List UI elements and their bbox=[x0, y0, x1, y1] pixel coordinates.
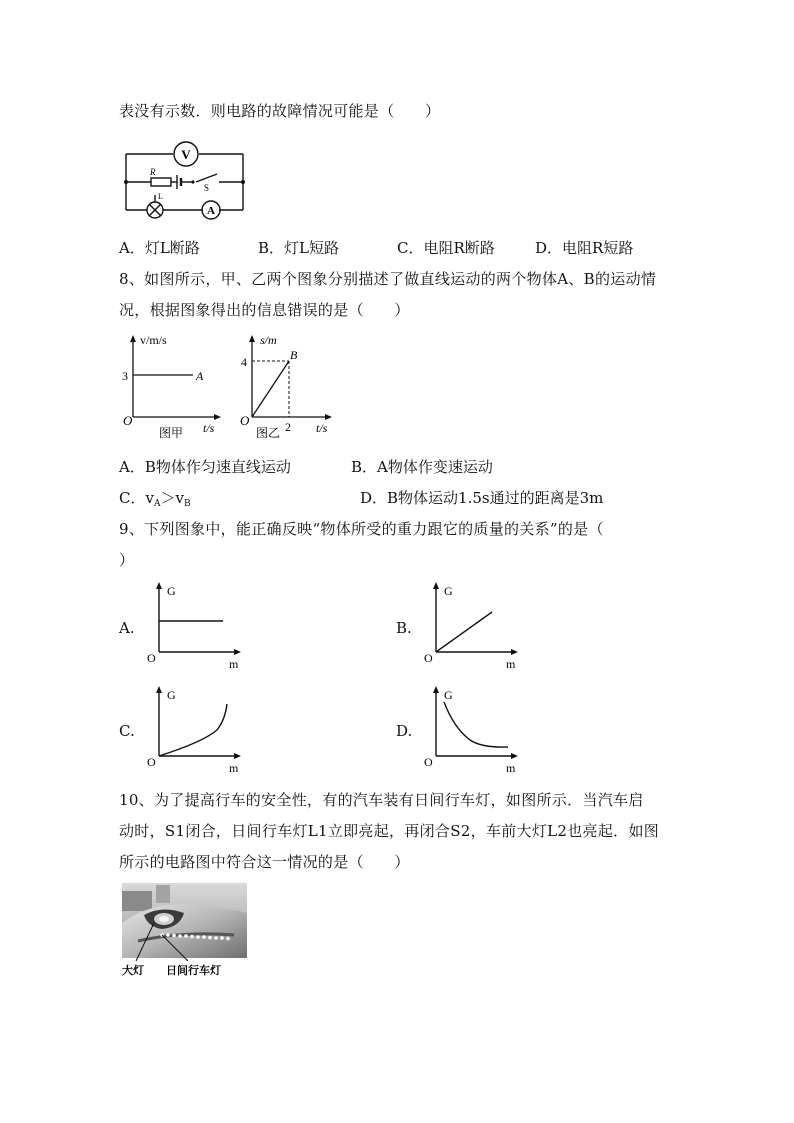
q8-text-line2: 况，根据图象得出的信息错误的是（ ） bbox=[119, 301, 410, 319]
jia-xlabel: t/s bbox=[203, 421, 215, 435]
q9d-xlabel: m bbox=[506, 761, 516, 775]
q9-text-line1: 9、下列图象中，能正确反映“物体所受的重力跟它的质量的关系”的是（ bbox=[119, 520, 604, 538]
q7-option-b: B．灯L短路 bbox=[258, 239, 339, 257]
q9-label-c: C. bbox=[119, 722, 135, 740]
photo-label-headlight: 大灯 bbox=[122, 965, 144, 977]
jia-caption: 图甲 bbox=[159, 426, 184, 440]
resistor-label: R bbox=[150, 167, 156, 177]
q9-label-b: B. bbox=[396, 619, 412, 637]
q7-circuit-diagram bbox=[121, 143, 251, 218]
yi-origin: O bbox=[240, 413, 250, 428]
yi-value: 4 bbox=[241, 355, 247, 369]
q8-option-a: A．B物体作匀速直线运动 bbox=[119, 458, 291, 476]
q10-text-line2: 动时，S1闭合，日间行车灯L1立即亮起，再闭合S2，车前大灯L2也亮起．如图 bbox=[119, 822, 660, 840]
q9a-ylabel: G bbox=[167, 584, 176, 598]
q8-option-d: D．B物体运动1.5s通过的距离是3m bbox=[360, 489, 604, 507]
lamp-label: L bbox=[158, 192, 163, 201]
q9-graph-b bbox=[422, 580, 522, 670]
q8-text-line1: 8、如图所示，甲、乙两个图象分别描述了做直线运动的两个物体A、B的运动情 bbox=[119, 270, 657, 288]
jia-series-label: A bbox=[196, 369, 204, 383]
ammeter-label: A bbox=[207, 205, 215, 217]
q9-graph-a bbox=[145, 580, 245, 670]
q9-graph-d bbox=[422, 684, 522, 774]
q8-graph-yi bbox=[236, 333, 336, 443]
q8-option-c: C．$v_A>v_B$ bbox=[119, 489, 191, 509]
yi-caption: 图乙 bbox=[256, 426, 281, 440]
photo-label-daytime-light: 日间行车灯 bbox=[166, 965, 221, 977]
yi-series-label: B bbox=[290, 348, 298, 362]
q9c-xlabel: m bbox=[229, 761, 239, 775]
jia-origin: O bbox=[123, 413, 133, 428]
car-headlight-photo bbox=[122, 883, 247, 978]
q9-label-d: D. bbox=[396, 722, 413, 740]
q9b-xlabel: m bbox=[506, 657, 516, 671]
q8-graph-jia bbox=[119, 333, 229, 443]
q10-text-line3: 所示的电路图中符合这一情况的是（ ） bbox=[119, 853, 410, 871]
voltmeter-label: V bbox=[181, 147, 191, 162]
q9a-origin: O bbox=[147, 651, 156, 665]
q9-graph-c bbox=[145, 684, 245, 774]
jia-value: 3 bbox=[122, 369, 128, 383]
q9d-ylabel: G bbox=[444, 688, 453, 702]
yi-ylabel: s/m bbox=[260, 333, 277, 347]
q9-text-line2: ） bbox=[119, 551, 135, 569]
q10-text-line1: 10、为了提高行车的安全性，有的汽车装有日间行车灯，如图所示．当汽车启 bbox=[119, 791, 644, 809]
q9b-origin: O bbox=[424, 651, 433, 665]
q9-label-a: A. bbox=[119, 619, 135, 637]
q9c-ylabel: G bbox=[167, 688, 176, 702]
yi-tick: 2 bbox=[285, 420, 291, 434]
q7-option-c: C．电阻R断路 bbox=[397, 239, 495, 257]
q9c-origin: O bbox=[147, 755, 156, 769]
q7-option-a: A．灯L断路 bbox=[119, 239, 200, 257]
q7-text: 表没有示数．则电路的故障情况可能是（ ） bbox=[119, 102, 441, 120]
q8-option-b: B．A物体作变速运动 bbox=[351, 458, 493, 476]
jia-ylabel: v/m/s bbox=[140, 333, 167, 347]
q9a-xlabel: m bbox=[229, 657, 239, 671]
q9b-ylabel: G bbox=[444, 584, 453, 598]
q7-option-d: D．电阻R短路 bbox=[535, 239, 634, 257]
yi-xlabel: t/s bbox=[316, 421, 328, 435]
q9d-origin: O bbox=[424, 755, 433, 769]
switch-label: S bbox=[204, 183, 210, 193]
